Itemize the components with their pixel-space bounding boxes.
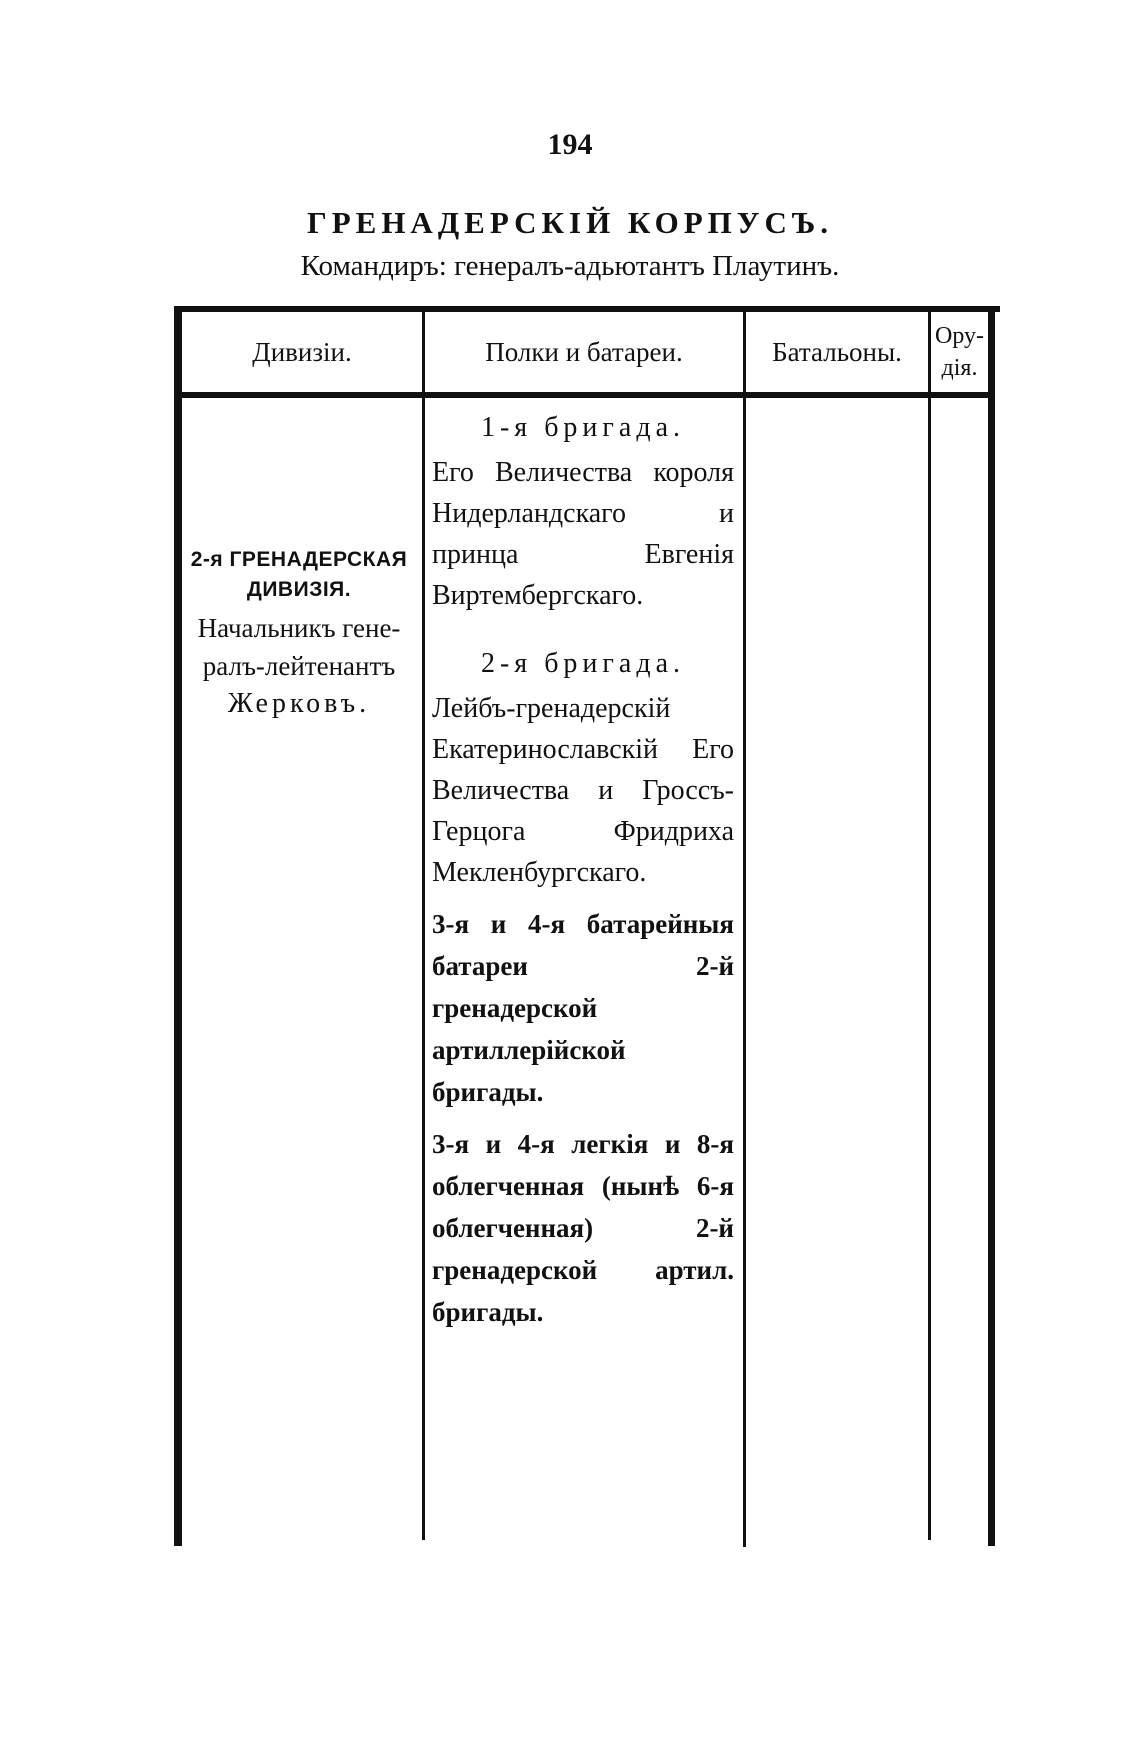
column-header-guns: Ору-дія. [934, 323, 984, 381]
division-commander-line2: ралъ-лейтенантъ [202, 651, 396, 681]
column-header-regiments: Полки и батареи. [485, 336, 683, 367]
brigade-2-heading: 2-я бригада. [480, 648, 686, 679]
column-divider-3 [928, 312, 931, 1540]
division-name: 2-я ГРЕНАДЕРСКАЯ [190, 548, 408, 571]
column-divider-1 [422, 312, 425, 1540]
light-batteries: 3-я и 4-я легкія и 8-я облегченная (нынѣ 6-я облегченная) 2-й гренадерской артил. бригады. [432, 1129, 734, 1327]
brigade-1-regiments: Его Величества короля Нидерландскаго и принца Евгенія Виртембергскаго. [432, 457, 734, 611]
column-header-battalions: Батальоны. [772, 336, 902, 367]
regiments-cell [432, 408, 734, 1343]
table-header-rule [178, 392, 992, 398]
division-commander-surname: Жерковъ. [227, 688, 371, 719]
division-name-cont: ДИВИЗІЯ. [246, 578, 352, 601]
division-commander [178, 609, 420, 723]
division-commander-line1: Начальникъ гене- [197, 613, 401, 643]
corps-title: ГРЕНАДЕРСКІЙ КОРПУСЪ. [306, 205, 833, 240]
battery-batteries: 3-я и 4-я батарейныя батареи 2-й гренадерской артиллерійской бригады. [432, 909, 734, 1107]
brigade-1-heading: 1-я бригада. [480, 412, 686, 443]
table-left-rule [174, 306, 182, 1546]
column-header-divisions: Дивизіи. [252, 336, 352, 367]
page-number: 194 [547, 128, 593, 161]
column-divider-2 [743, 312, 746, 1547]
division-cell [178, 545, 420, 723]
table-right-rule [988, 306, 995, 1546]
commander-line: Командиръ: генералъ-адьютантъ Плаутинъ. [300, 250, 840, 282]
brigade-2-regiments: Лейбъ-гренадерскій Екатеринославскій Его Величества и Гроссъ-Герцога Фридриха Мекленбургскаго. [432, 693, 734, 888]
